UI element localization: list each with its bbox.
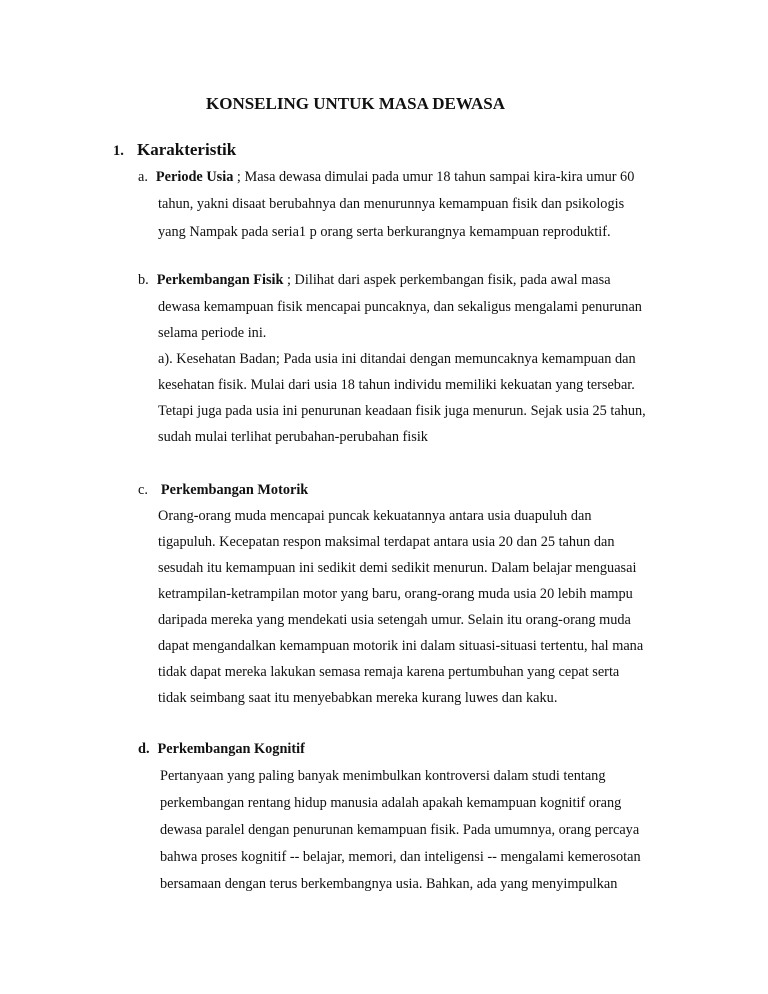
item-c-line: tidak seimbang saat itu menyebabkan mereka kurang luwes dan kaku. <box>158 690 558 706</box>
item-d-term: Perkembangan Kognitif <box>157 741 305 757</box>
item-d-line: bersamaan dengan terus berkembangnya usia. Bahkan, ada yang menyimpulkan <box>160 876 618 892</box>
item-d-line: perkembangan rentang hidup manusia adalah apakah kemampuan kognitif orang <box>160 795 622 811</box>
item-c-line: daripada mereka yang mendekati usia setengah umur. Selain itu orang-orang muda <box>158 612 631 628</box>
item-b-line: dewasa kemampuan fisik mencapai puncaknya, dan sekaligus mengalami penurunan <box>158 299 642 315</box>
item-d-line: dewasa paralel dengan penurunan kemampuan fisik. Pada umumnya, orang percaya <box>160 822 640 838</box>
item-a-marker: a. <box>138 169 148 185</box>
item-c-line: sesudah itu kemampuan ini sedikit demi sedikit menurun. Dalam belajar menguasai <box>158 560 637 576</box>
item-a-line: tahun, yakni disaat berubahnya dan menurunnya kemampuan fisik dan psikologis <box>158 196 625 212</box>
item-c-line: ketrampilan-ketrampilan motor yang baru, orang-orang muda usia 20 lebih mampu <box>158 586 633 602</box>
section-heading <box>113 139 236 162</box>
section-title: Karakteristik <box>137 140 237 159</box>
item-d-first-line <box>138 739 305 759</box>
item-a-text: ; Masa dewasa dimulai pada umur 18 tahun sampai kira-kira umur 60 <box>233 169 635 185</box>
item-b-line: kesehatan fisik. Mulai dari usia 18 tahun individu memiliki kekuatan yang tersebar. <box>158 377 635 393</box>
item-b-text: ; Dilihat dari aspek perkembangan fisik, pada awal masa <box>283 272 611 288</box>
item-b-marker: b. <box>138 272 149 288</box>
item-b-line: sudah mulai terlihat perubahan-perubahan fisik <box>158 429 428 445</box>
item-b-first-line <box>138 270 611 290</box>
item-d-line: Pertanyaan yang paling banyak menimbulkan kontroversi dalam studi tentang <box>160 768 606 784</box>
item-a-term: Periode Usia <box>155 169 234 185</box>
item-c-line: Orang-orang muda mencapai puncak kekuatannya antara usia duapuluh dan <box>158 508 592 524</box>
item-c-line: dapat mengandalkan kemampuan motorik ini dalam situasi-situasi tertentu, hal mana <box>158 638 644 654</box>
item-c-term: Perkembangan Motorik <box>160 482 309 498</box>
item-c-first-line <box>138 480 308 500</box>
item-b-line: a). Kesehatan Badan; Pada usia ini ditandai dengan memuncaknya kemampuan dan <box>158 351 636 367</box>
item-a-line: yang Nampak pada seria1 p orang serta berkurangnya kemampuan reproduktif. <box>158 224 611 240</box>
item-b-line: selama periode ini. <box>158 325 267 341</box>
item-d-marker: d. <box>138 741 150 757</box>
item-c-line: tigapuluh. Kecepatan respon maksimal terdapat antara usia 20 dan 25 tahun dan <box>158 534 615 550</box>
item-a-first-line <box>138 167 634 187</box>
document-title: KONSELING UNTUK MASA DEWASA <box>206 94 505 113</box>
item-d-line: bahwa proses kognitif -- belajar, memori, dan inteligensi -- mengalami kemerosotan <box>160 849 641 865</box>
item-b-line: Tetapi juga pada usia ini penurunan keadaan fisik juga menurun. Sejak usia 25 tahun, <box>158 403 646 419</box>
item-c-line: tidak dapat mereka lakukan semasa remaja karena pertumbuhan yang cepat serta <box>158 664 620 680</box>
item-c-marker: c. <box>138 482 148 498</box>
section-number: 1. <box>113 143 124 159</box>
item-b-term: Perkembangan Fisik <box>156 272 284 288</box>
